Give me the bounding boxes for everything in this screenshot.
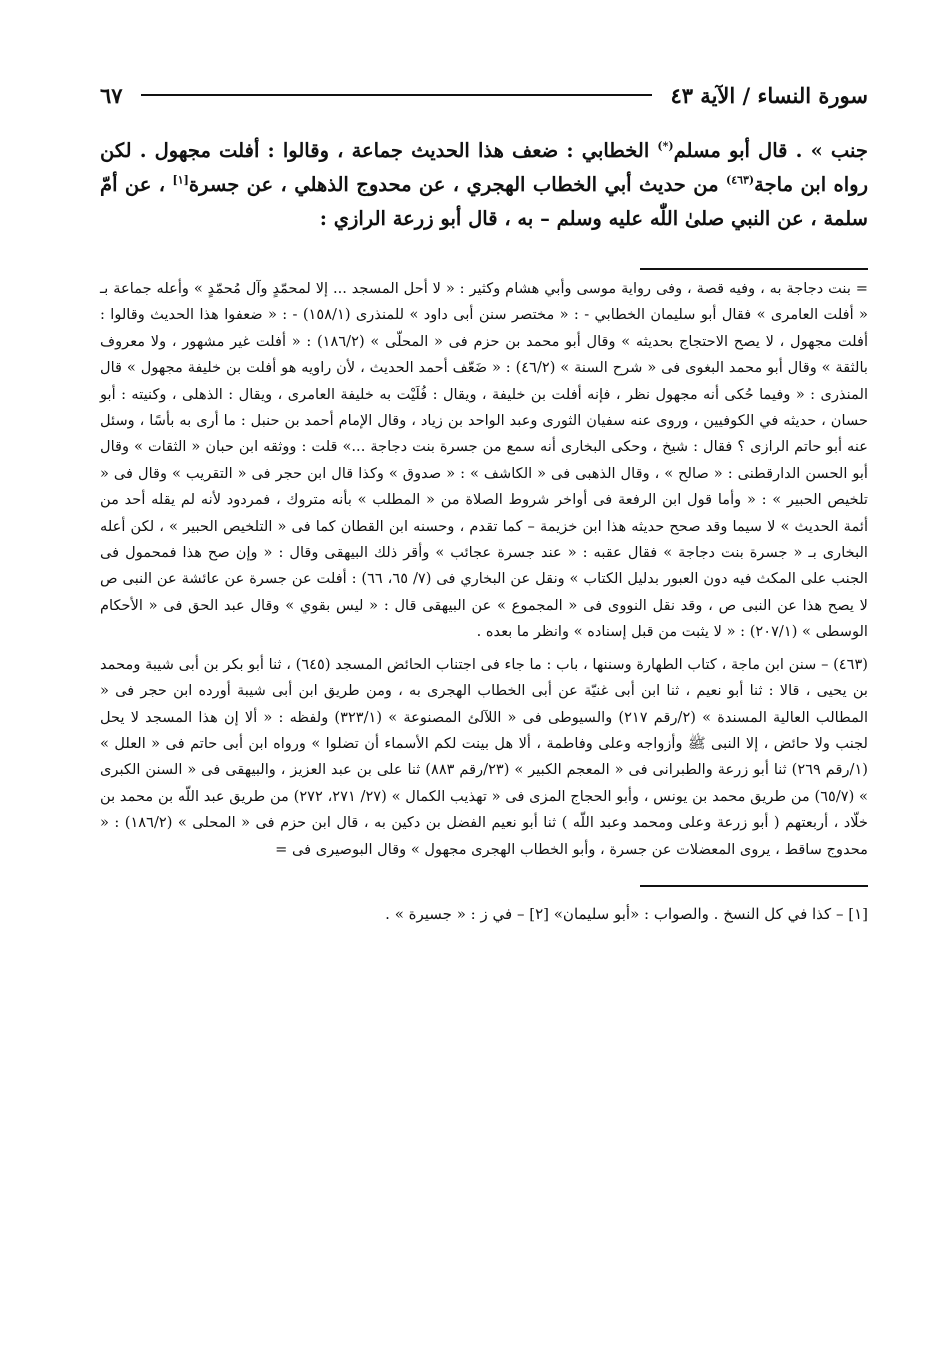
page	[100, 78, 868, 927]
footnote-marker: (*)	[657, 139, 674, 153]
page-header	[100, 78, 868, 112]
footnote-463: (٤٦٣) – سنن ابن ماجة ، كتاب الطهارة وسننها ، باب : ما جاء فى اجتناب الحائض المسجد (٦٤٥) ، ثنا أبو بكر بن أبى شيبة ومحمد بن يحيى ، قالا : ثنا أبو نعيم ، ثنا ابن أبى غنيّة عن أبى الخطاب الهجرى به ، ومن طريق ابن أبى شيبة أورده ابن حجر فى « المطالب العالية المسندة » (٢/رقم ٢١٧) والسيوطى فى « اللآلئ المصنوعة » (٣٢٣/١) ولفظه : « ألا إن هذا المسجد لا يحل لجنب ولا حائض ، إلا النبى ﷺ وأزواجه وعلى وفاطمة ، ألا هل بينت لكم الأسماء أن تضلوا » ورواه ابن أبى حاتم فى « العلل » (١/رقم ٢٦٩) ثنا أبو زرعة والطبرانى فى « المعجم الكبير » (٢٣/رقم ٨٨٣) ثنا على بن عبد العزيز ، والبيهقى فى « السنن الكبرى » (٦٥/٧) من طريق محمد بن يونس ، وأبو الحجاج المزى فى « تهذيب الكمال » (٢٧/ ٢٧١، ٢٧٢) من طريق عبد اللّه بن محمد بن خلّاد ، أربعتهم ( أبو زرعة وعلى ومحمد وعبد اللّه ) ثنا أبو نعيم الفضل بن دكين به ، قال ابن حزم فى « المحلى » (١٨٦/٢) : « محدوج ساقط ، يروى المعضلات عن جسرة ، وأبو الخطاب الهجرى مجهول » وقال البوصيرى فى =	[100, 655, 869, 858]
main-paragraph: جنب » . قال أبو مسلم(*) الخطابي : ضعف هذا الحديث جماعة ، وقالوا : أفلت مجهول . لكن رواه ابن ماجة$^{(٤٦٣)}$ من حديث أبي الخطاب الهجري ، عن محدوج الذهلي ، عن جسرة[١] ، عن أمّ سلمة ، عن النبي صلىٰ اللّٰه عليه وسلم – به ، قال أبو زرعة الرازي :	[100, 139, 868, 230]
footnote-marker: (٤٦٣)	[725, 173, 755, 187]
editor-separator	[640, 885, 868, 887]
editor-marker: [١]	[172, 173, 189, 187]
footnotes	[100, 276, 868, 863]
page-number: ٦٧	[100, 82, 123, 108]
header-rule	[141, 94, 653, 96]
footnote-continued: = بنت دجاجة به ، وفيه قصة ، وفى رواية موسى وأبي هشام وكثير : « لا أحل المسجد ... إلا لمحمّدٍ وآل مُحمّدٍ » وأعله جماعة بـ « أفلت العامرى » فقال أبو سليمان الخطابي - : « مختصر سنن أبى داود » للمنذرى (١٥٨/١) - : « ضعفوا هذا الحديث وقالوا : أفلت مجهول ، لا يصح الاحتجاج بحديثه » وقال أبو محمد بن حزم فى « المحلّى » (١٨٦/٢) : « أفلت غير مشهور ، ولا معروف بالثقة » وقال أبو محمد البغوى فى « شرح السنة » (٤٦/٢) : « ضَعّف أحمد الحديث ، لأن راويه هو أفلت بن خليفة مجهول » قال المنذرى : « وفيما حُكى أنه مجهول نظر ، فإنه أفلت بن خليفة ، ويقال : فُلَيْت به خليفة العامرى ، ويقال : الذهلى ، وكنيته : أبو حسان ، حديثه في الكوفيين ، وروى عنه سفيان الثورى وعبد الواحد بن زياد ، وقال الإمام أحمد بن حنبل : ما أرى به بأسًا ، وسئل عنه أبو حاتم الرازى ؟ فقال : شيخ ، وحكى البخارى أنه سمع من جسرة بنت دجاجة ...» قلت : ووثقه ابن حبان « الثقات » وقال أبو الحسن الدارقطنى : « صالح » ، وقال الذهبى فى « الكاشف » : « صدوق » وكذا قال ابن حجر فى « التقريب » وقال فى « تلخيص الحبير » : « وأما قول ابن الرفعة فى أواخر شروط الصلاة من « المطلب » بأنه متروك ، فمردود لأنه لم يقله أحد من أئمة الحديث » لا سيما وقد صحح حديثه هذا ابن خزيمة – كما تقدم ، وحسنه ابن القطان كما فى « التلخيص الحبير » ، لكن أعله البخارى بـ « جسرة بنت دجاجة » فقال عقبه : « عند جسرة عجائب » وأقر ذلك البيهقى وقال : « وإن صح هذا فمحمول فى الجنب على المكث فيه دون العبور بدليل الكتاب » ونقل عن البخاري فى (٧/ ٦٥، ٦٦) : أفلت عن جسرة عن عائشة عن النبى ص لا يصح هذا عن النبى ص ، وقد نقل النووى فى « المجموع » عن البيهقى قال : « ليس بقوي » وقال عبد الحق فى « الأحكام الوسطى » (٢٠٧/١) : « لا يثبت من قبل إسناده » وانظر ما بعده .	[100, 280, 869, 641]
running-title: سورة النساء / الآية ٤٣	[670, 82, 868, 108]
main-text	[100, 134, 868, 236]
editor-notes: [١] – كذا في كل النسخ . والصواب : «أبو سليمان» [٢] – في ز : « جسيرة » .	[385, 904, 868, 923]
footnote-separator	[640, 268, 868, 270]
